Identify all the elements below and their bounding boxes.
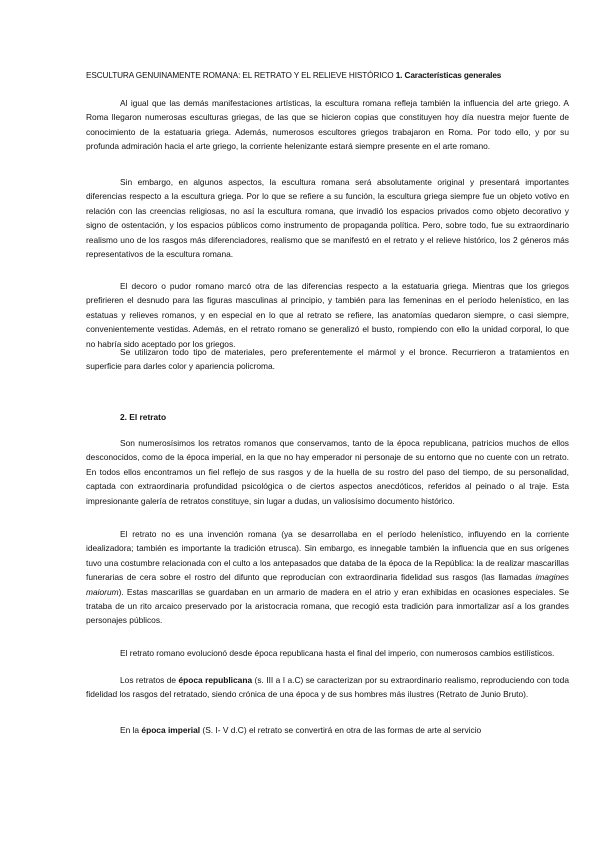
paragraph-2: Sin embargo, en algunos aspectos, la escultura romana será absolutamente original y presentará importantes diferencias respecto a la escultura griega. Por lo que se refiere a su función, la escultura griega siempre fue un objeto votivo en relación con las creencias religiosas, no así la escultura romana, que invadió los espacios privados como objeto decorativo y signo de ostentación, y los espacios públicos como instrumento de propaganda política. Pero, sobre todo, fue su extraordinario realismo uno de los rasgos más diferenciadores, realismo que se manifestó en el retrato y el relieve histórico, los 2 géneros más representativos de la escultura romana. bbox=[86, 177, 569, 260]
paragraph-7: El retrato romano evolucionó desde época republicana hasta el final del imperio, con numerosos cambios estilísticos. bbox=[120, 648, 555, 658]
document-title bbox=[86, 71, 566, 80]
paragraph-1: Al igual que las demás manifestaciones artísticas, la escultura romana refleja también la influencia del arte griego. A Roma llegaron numerosas esculturas griegas, de las que se hicieron copias que constituyen hoy día nuestra mejor fuente de conocimiento de la estatuaria griega. Además, numerosos escultores griegos trabajaron en Roma. Por todo ello, y por su profunda admiración hacia el arte griego, la corriente helenizante estará siempre presente en el arte romano. bbox=[86, 98, 569, 152]
paragraph-5: Son numerosísimos los retratos romanos que conservamos, tanto de la época republicana, patricios muchos de ellos desconocidos, como de la época imperial, en la que no hay emperador ni personaje de su entorno que no cuente con un retrato. En todos ellos encontramos un fiel reflejo de sus rasgos y de la huella de su rostro del paso del tiempo, de su personalidad, captada con extraordinaria profundidad psicológica o de ciertos aspectos anecdóticos, referidos al peinado o al traje. Esta impresionante galería de retratos constituye, sin lugar a dudas, un valiosísimo documento histórico. bbox=[86, 438, 569, 506]
section-2-heading: 2. El retrato bbox=[120, 412, 167, 422]
section-1-heading: 1. Características generales bbox=[395, 71, 502, 80]
bold-term-republicana: época republicana bbox=[178, 675, 253, 685]
paragraph-6: El retrato no es una invención romana (ya se desarrollaba en el período helenístico, influyendo en la corriente idealizadora; también es importante la tradición etrusca). Sin embargo, es innegable también la influencia que en sus orígenes tuvo una costumbre relacionada con el culto a los antepasados que databa de la época de la República: la de realizar mascarillas funerarias de cera sobre el rostro del difunto que reproducían con extraordinaria fidelidad sus rasgos (las llamadas imagines maiorum). Estas mascarillas se guardaban en un armario de madera en el atrio y eran exhibidas en ocasiones especiales. Se trataba de un rito arcaico preservado por la aristocracia romana, que recogió esta tradición para inmortalizar así a los grandes personajes públicos. bbox=[86, 529, 569, 626]
paragraph-8: Los retratos de época republicana (s. III a I a.C) se caracterizan por su extraordinario realismo, reproduciendo con toda fidelidad los rasgos del retratado, siendo crónica de una época y de sus hombres más ilustres (Retrato de Junio Bruto). bbox=[86, 675, 569, 700]
paragraph-9: En la época imperial (S. I- V d.C) el retrato se convertirá en otra de las formas de arte al servicio bbox=[120, 725, 482, 735]
paragraph-4: Se utilizaron todo tipo de materiales, pero preferentemente el mármol y el bronce. Recurrieron a tratamientos en superficie para darles color y apariencia policroma. bbox=[86, 347, 569, 372]
title-text: ESCULTURA GENUINAMENTE ROMANA: EL RETRATO Y EL RELIEVE HISTÓRICO bbox=[86, 71, 396, 80]
bold-term-imperial: época imperial bbox=[141, 725, 201, 735]
paragraph-3: El decoro o pudor romano marcó otra de las diferencias respecto a la estatuaria griega. Mientras que los griegos prefirieren el desnudo para las figuras masculinas al principio, y también para las femeninas en el período helenístico, en las estatuas y relieves romanos, y en especial en lo que al retrato se refiere, las anatomías quedaron siempre, o casi siempre, convenientemente vestidas. Además, en el retrato romano se generalizó el busto, rompiendo con ello la unidad corporal, lo que no habría sido aceptado por los griegos. bbox=[86, 281, 569, 349]
italic-term: imagines maiorum bbox=[86, 572, 569, 597]
